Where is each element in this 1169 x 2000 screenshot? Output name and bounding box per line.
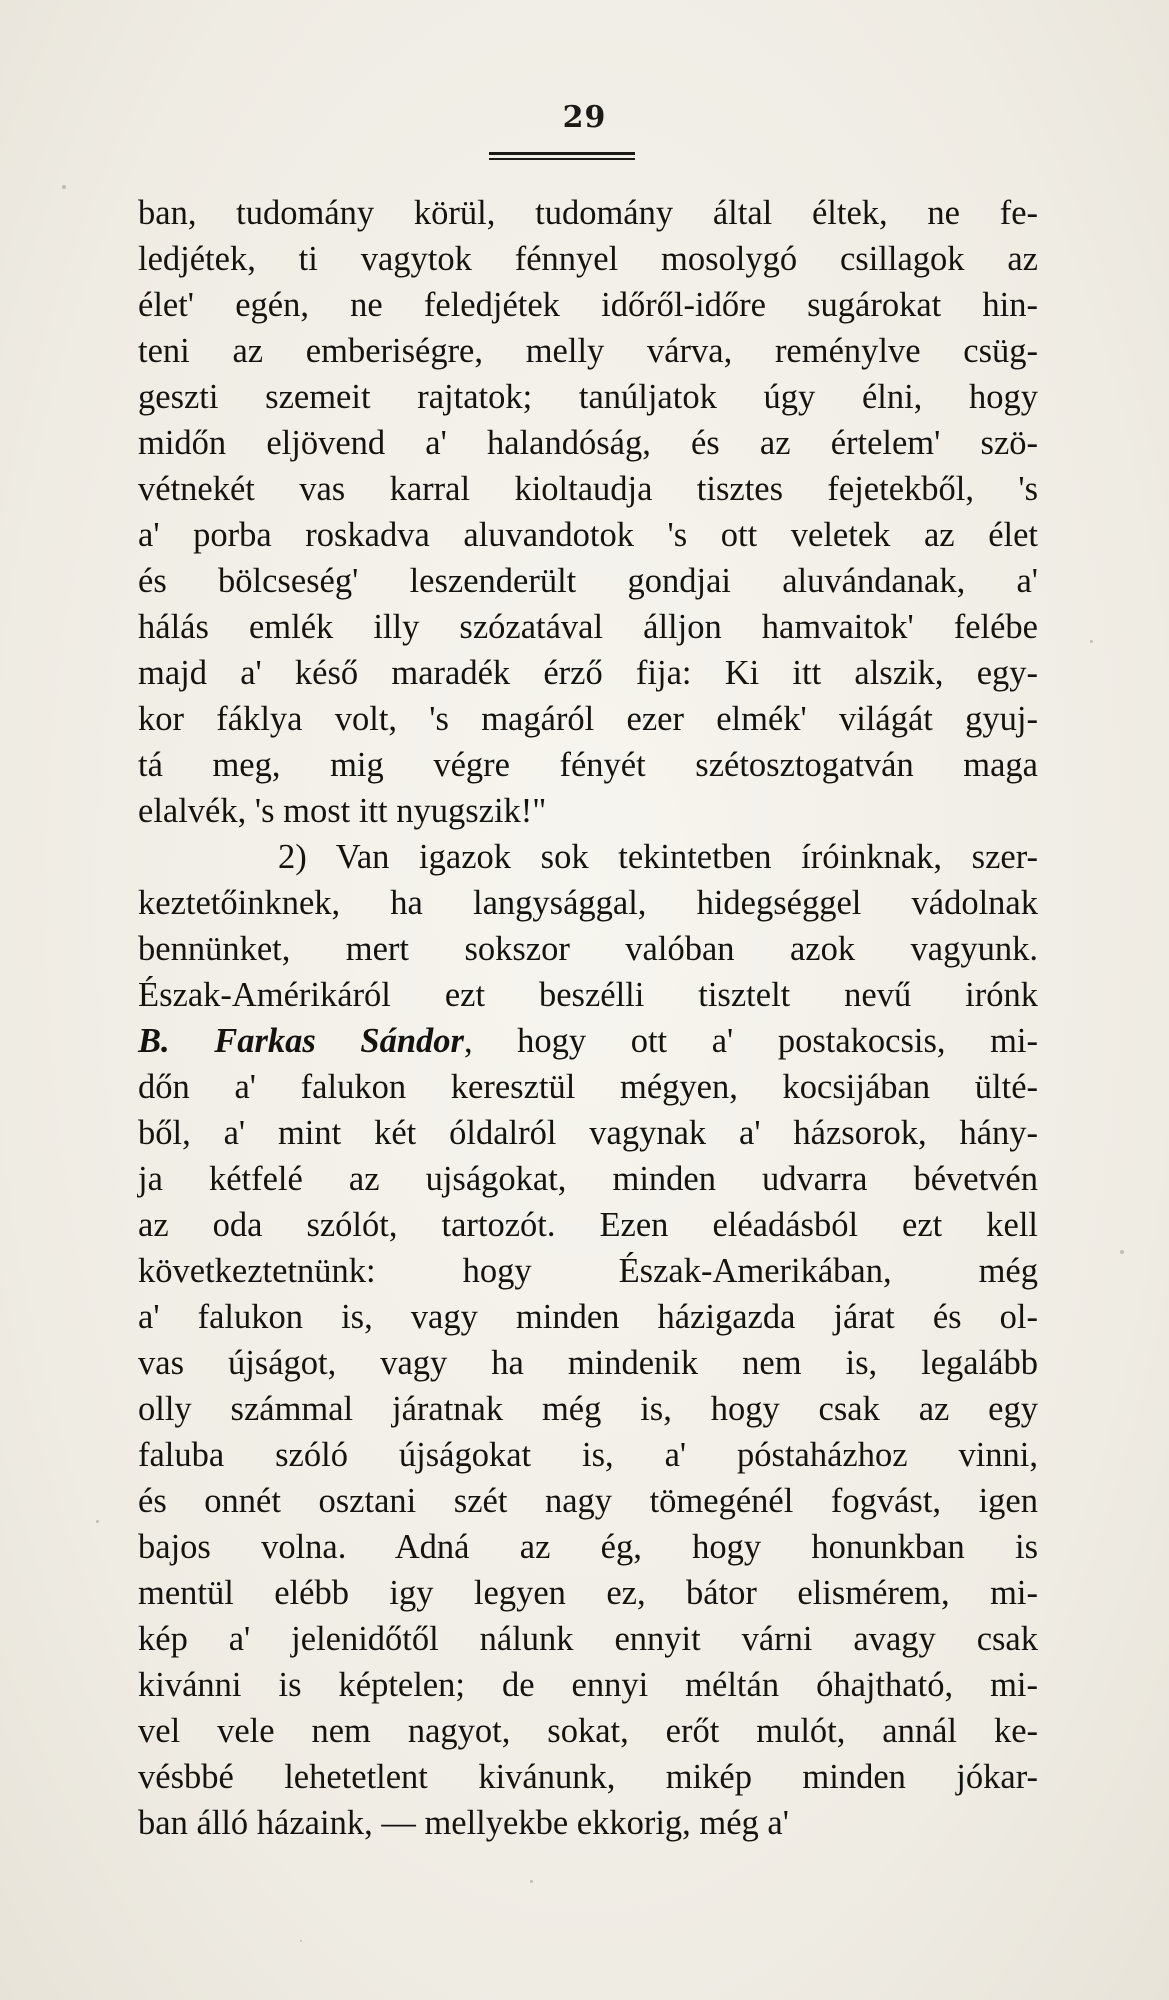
print-speck (300, 1940, 302, 1942)
text-line (138, 788, 1038, 834)
text-line (138, 1018, 1038, 1064)
text-segment: teni az emberiségre, melly várva, reménylve csüg- (138, 332, 1038, 370)
text-segment: Észak-Amérikáról ezt beszélli tisztelt nevű irónk (138, 976, 1038, 1014)
text-line (138, 1800, 1038, 1846)
print-speck (1120, 1250, 1124, 1254)
page-number: 29 (562, 100, 607, 135)
text-segment: ja kétfelé az ujságokat, minden udvarra bévetvén (138, 1160, 1038, 1198)
text-segment: vas újságot, vagy ha mindenik nem is, legalább (138, 1344, 1038, 1382)
text-segment: a' porba roskadva aluvandotok 's ott veletek az élet (138, 516, 1038, 554)
header-rule-top (489, 152, 635, 155)
text-line (138, 1662, 1038, 1708)
print-speck (62, 185, 66, 189)
text-segment: kép a' jelenidőtől nálunk ennyit várni avagy csak (138, 1620, 1038, 1658)
text-line (138, 420, 1038, 466)
text-segment: 2) Van igazok sok tekintetben íróinknak, szer- (278, 838, 1038, 876)
text-line (138, 1432, 1038, 1478)
text-segment: faluba szóló újságokat is, a' póstaházhoz vinni, (138, 1436, 1038, 1474)
text-segment: , hogy ott a' postakocsis, mi- (463, 1022, 1038, 1060)
text-line (138, 696, 1038, 742)
text-segment: ban, tudomány körül, tudomány által éltek, ne fe- (138, 194, 1038, 232)
author-name: B. Farkas Sándor (138, 1022, 464, 1060)
text-line (138, 742, 1038, 788)
text-line (138, 604, 1038, 650)
text-line (138, 880, 1038, 926)
text-line (138, 1754, 1038, 1800)
text-segment: és onnét osztani szét nagy tömegénél fogvást, igen (138, 1482, 1038, 1520)
text-segment: dőn a' falukon keresztül mégyen, kocsijában ülté- (138, 1068, 1038, 1106)
text-segment: bennünket, mert sokszor valóban azok vagyunk. (138, 930, 1038, 968)
text-segment: elalvék, 's most itt nyugszik!" (138, 792, 547, 830)
text-segment: kivánni is képtelen; de ennyi méltán óhajtható, mi- (138, 1666, 1038, 1704)
text-line (138, 1570, 1038, 1616)
text-line (138, 1202, 1038, 1248)
print-speck (1090, 640, 1093, 643)
text-segment: a' falukon is, vagy minden házigazda járat és ol- (138, 1298, 1038, 1336)
text-segment: vétnekét vas karral kioltaudja tisztes fejetekből, 's (138, 470, 1038, 508)
text-line (138, 328, 1038, 374)
text-line (138, 834, 1038, 880)
text-line (138, 1524, 1038, 1570)
text-segment: ből, a' mint két óldalról vagynak a' házsorok, hány- (138, 1114, 1038, 1152)
text-line (138, 1294, 1038, 1340)
text-segment: keztetőinknek, ha langysággal, hidegséggel vádolnak (138, 884, 1038, 922)
body-text (138, 190, 1038, 1846)
text-line (138, 1616, 1038, 1662)
text-segment: vésbbé lehetetlent kivánunk, mikép minden jókar- (138, 1758, 1038, 1796)
text-line (138, 972, 1038, 1018)
text-line (138, 926, 1038, 972)
text-line (138, 558, 1038, 604)
text-segment: midőn eljövend a' halandóság, és az értelem' szö- (138, 424, 1038, 462)
header-rule-bottom (489, 158, 635, 160)
text-segment: mentül elébb igy legyen ez, bátor elismérem, mi- (138, 1574, 1038, 1612)
text-line (138, 512, 1038, 558)
text-line (138, 190, 1038, 236)
text-segment: következtetnünk: hogy Észak-Amerikában, még (138, 1252, 1038, 1290)
text-line (138, 374, 1038, 420)
text-line (138, 236, 1038, 282)
text-segment: majd a' késő maradék érző fija: Ki itt alszik, egy- (138, 654, 1038, 692)
text-segment: vel vele nem nagyot, sokat, erőt mulót, annál ke- (138, 1712, 1038, 1750)
text-line (138, 1248, 1038, 1294)
text-line (138, 1156, 1038, 1202)
text-segment: az oda szólót, tartozót. Ezen eléadásból ezt kell (138, 1206, 1038, 1244)
text-segment: tá meg, mig végre fényét szétosztogatván maga (138, 746, 1038, 784)
text-segment: és bölcseség' leszenderült gondjai aluvándanak, a' (138, 562, 1038, 600)
text-line (138, 650, 1038, 696)
text-segment: élet' egén, ne feledjétek időről-időre sugárokat hin- (138, 286, 1038, 324)
text-line (138, 1110, 1038, 1156)
text-segment: bajos volna. Adná az ég, hogy honunkban is (138, 1528, 1038, 1566)
text-segment: geszti szemeit rajtatok; tanúljatok úgy élni, hogy (138, 378, 1038, 416)
print-speck (96, 1520, 99, 1523)
print-speck (530, 1880, 533, 1883)
text-line (138, 1340, 1038, 1386)
text-line (138, 1478, 1038, 1524)
text-line (138, 1386, 1038, 1432)
text-segment: hálás emlék illy szózatával álljon hamvaitok' felébe (138, 608, 1038, 646)
text-segment: kor fáklya volt, 's magáról ezer elmék' világát gyuj- (138, 700, 1038, 738)
text-line (138, 1064, 1038, 1110)
text-line (138, 282, 1038, 328)
text-line (138, 1708, 1038, 1754)
text-line (138, 466, 1038, 512)
text-segment: ledjétek, ti vagytok fénnyel mosolygó csillagok az (138, 240, 1038, 278)
text-segment: ban álló házaink, — mellyekbe ekkorig, még a' (138, 1804, 789, 1842)
text-segment: olly számmal járatnak még is, hogy csak az egy (138, 1390, 1038, 1428)
